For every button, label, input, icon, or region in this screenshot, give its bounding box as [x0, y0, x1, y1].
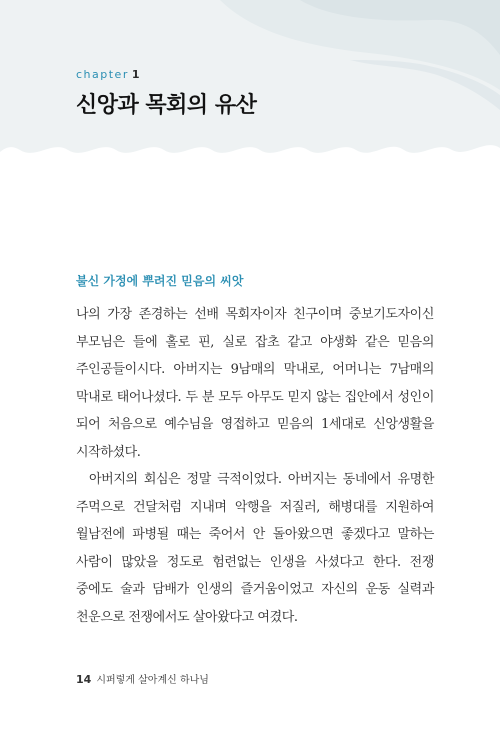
page-number: 14 — [76, 673, 92, 686]
body-text — [76, 301, 434, 631]
chapter-label — [76, 68, 141, 81]
chapter-word: chapter — [76, 68, 129, 81]
body-paragraph: 나의 가장 존경하는 선배 목회자이자 친구이며 중보기도자이신 부모님은 들에 홀로 핀, 실로 잡초 같고 야생화 같은 믿음의 주인공들이시다. 아버지는 9남매의 막내로, 어머니는 7남매의 막내로 태어나셨다. 두 분 모두 아무도 믿지 않는 집안에서 성인이 되어 처음으로 예수님을 영접하고 믿음의 1세대로 신앙생활을 시작하셨다. — [76, 307, 434, 460]
chapter-title: 신앙과 목회의 유산 — [76, 93, 257, 118]
body-paragraph: 아버지의 회심은 정말 극적이었다. 아버지는 동네에서 유명한 주먹으로 건달처럼 지내며 악행을 저질러, 해병대를 지원하여 월남전에 파병될 때는 죽어서 안 돌아왔으면 좋겠다고 말하는 사람이 많았을 정도로 험련없는 인생을 사셨다고 한다. 전쟁 중에도 술과 담배가 인생의 즐거움이었고 자신의 운동 실력과 천운으로 전쟁에서도 살아왔다고 여겼다. — [76, 472, 434, 625]
page-footer — [76, 671, 209, 686]
wave-header-decoration — [0, 0, 500, 170]
chapter-number: 1 — [131, 68, 142, 81]
running-title: 시퍼렇게 살아계신 하나님 — [96, 675, 209, 686]
section-heading: 불신 가정에 뿌려진 믿음의 씨앗 — [76, 274, 244, 288]
